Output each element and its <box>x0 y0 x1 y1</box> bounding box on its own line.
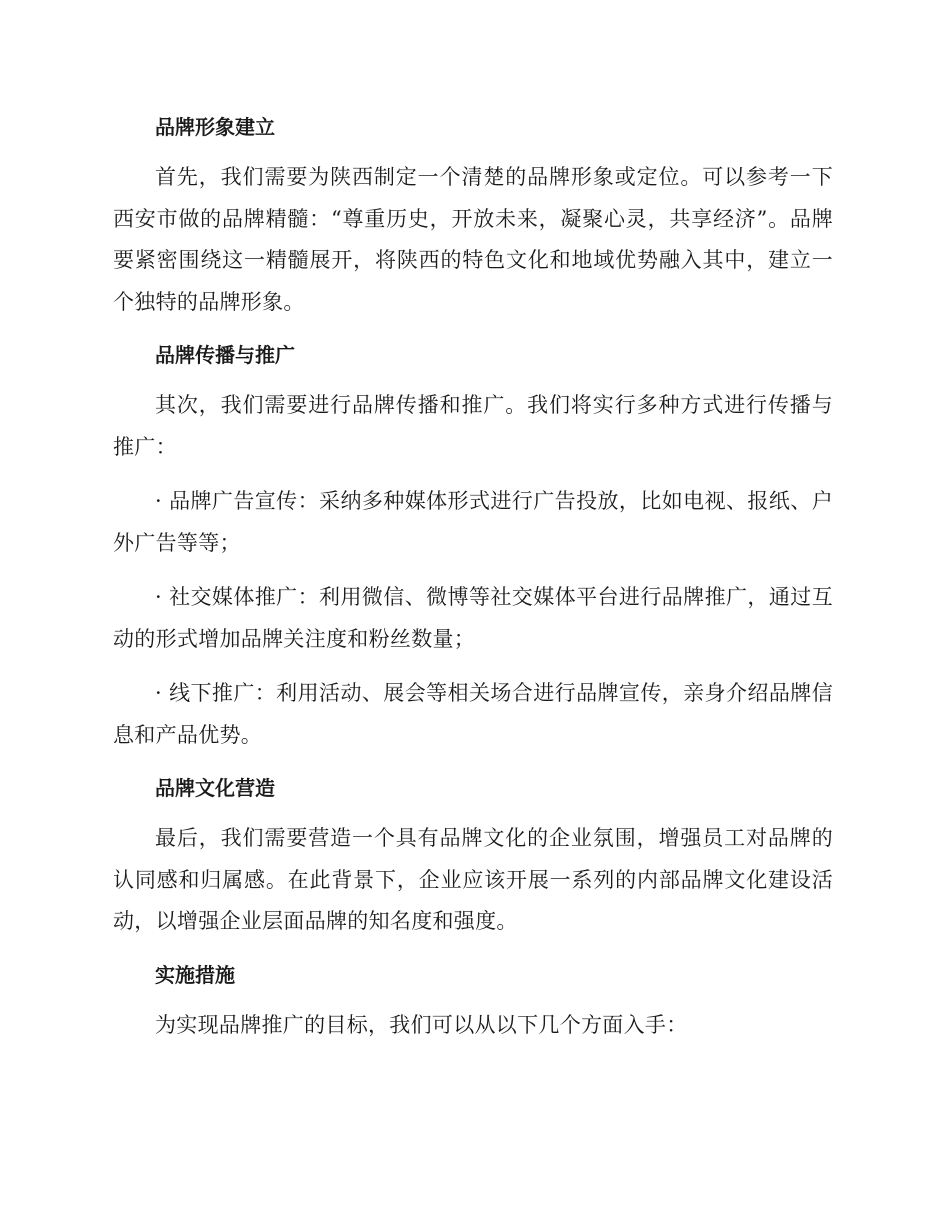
paragraph: 其次，我们需要进行品牌传播和推广。我们将实行多种方式进行传播与推广： <box>113 393 833 459</box>
section-heading: 品牌形象建立 <box>155 115 275 139</box>
paragraph: 首先，我们需要为陕西制定一个清楚的品牌形象或定位。可以参考一下西安市做的品牌精髓：“尊重历史，开放未来，凝聚心灵，共享经济”。品牌要紧密围绕这一精髓展开，将陕西的特色文化和地域优势融入其中，建立一个独特的品牌形象。 <box>113 165 833 314</box>
bullet-item: · 品牌广告宣传：采纳多种媒体形式进行广告投放，比如电视、报纸、户外广告等等； <box>113 489 833 555</box>
section-heading: 品牌传播与推广 <box>155 343 295 367</box>
document-page <box>113 108 833 1046</box>
section-heading: 实施措施 <box>155 962 235 987</box>
bullet-item: · 线下推广：利用活动、展会等相关场合进行品牌宣传，亲身介绍品牌信息和产品优势。 <box>113 681 833 747</box>
paragraph: 最后，我们需要营造一个具有品牌文化的企业氛围，增强员工对品牌的认同感和归属感。在此背景下，企业应该开展一系列的内部品牌文化建设活动，以增强企业层面品牌的知名度和强度。 <box>113 826 833 933</box>
paragraph: 为实现品牌推广的目标，我们可以从以下几个方面入手： <box>155 1012 688 1037</box>
bullet-item: · 社交媒体推广：利用微信、微博等社交媒体平台进行品牌推广，通过互动的形式增加品牌关注度和粉丝数量； <box>113 585 833 651</box>
section-heading: 品牌文化营造 <box>155 776 275 800</box>
